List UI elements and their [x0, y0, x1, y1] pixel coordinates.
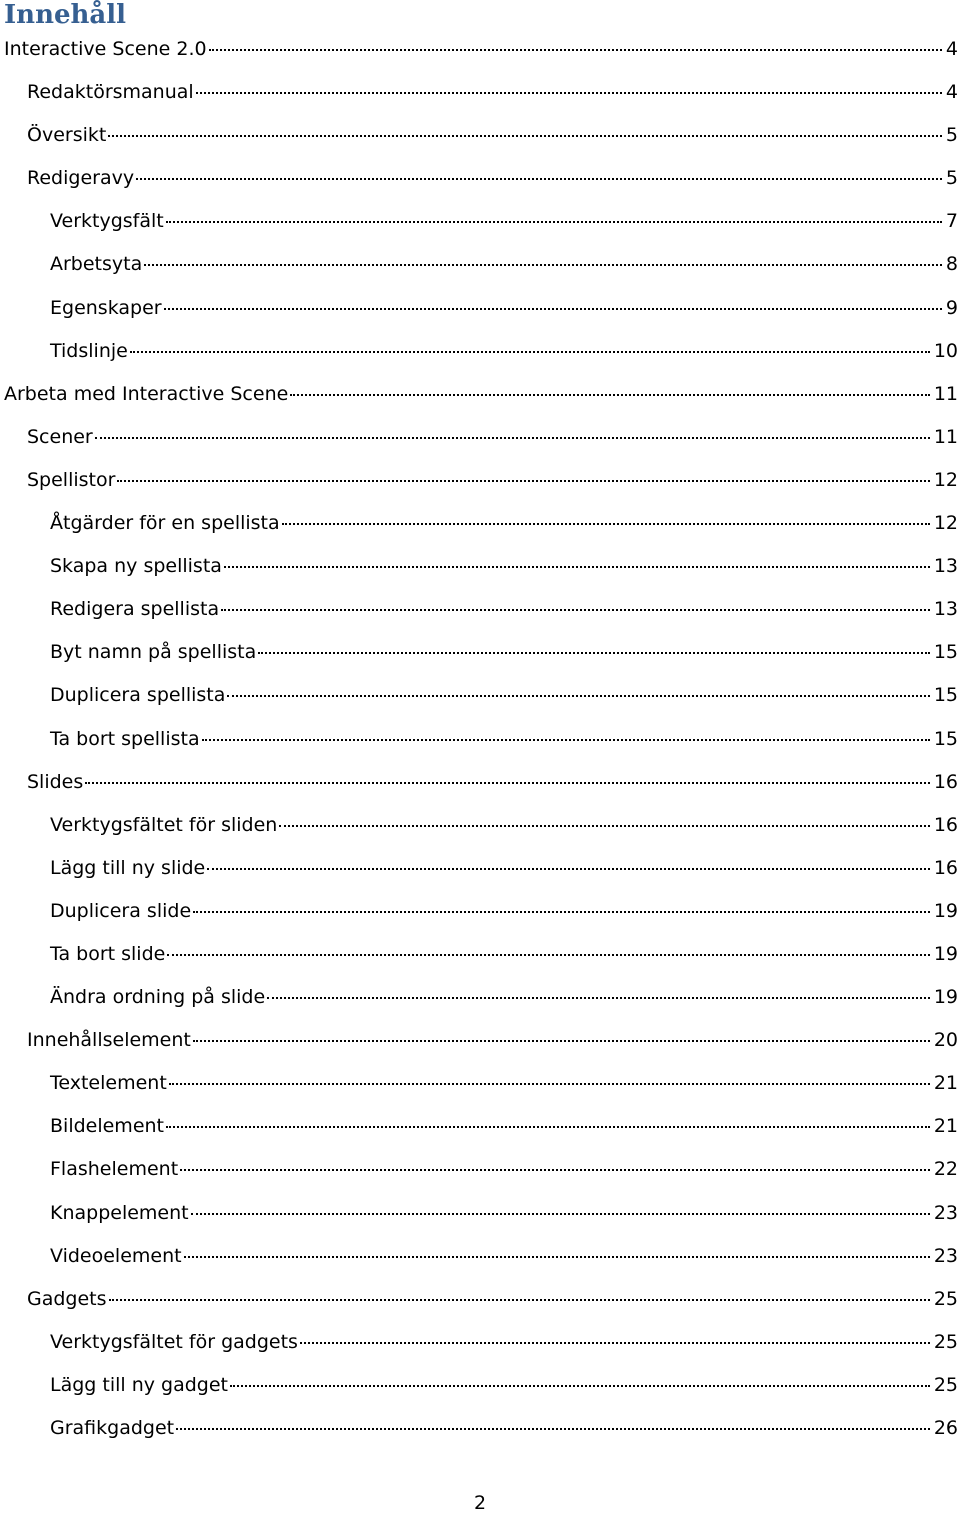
table-of-contents	[0, 28, 960, 1450]
toc-entry[interactable]	[0, 114, 960, 157]
toc-entry[interactable]	[0, 373, 960, 416]
dot-leader	[169, 1083, 930, 1085]
toc-entry[interactable]	[0, 890, 960, 933]
dot-leader	[144, 264, 942, 266]
toc-entry[interactable]	[0, 631, 960, 674]
toc-entry[interactable]	[0, 1278, 960, 1321]
toc-entry-page-number: 21	[933, 1115, 958, 1138]
toc-entry-title: Verktygsfält	[50, 210, 164, 233]
dot-leader	[258, 652, 930, 654]
toc-entry[interactable]	[0, 804, 960, 847]
toc-entry[interactable]	[0, 200, 960, 243]
toc-entry-title: Arbeta med Interactive Scene	[4, 382, 289, 405]
toc-entry-title: Tidslinje	[50, 339, 128, 362]
toc-entry-title: Ta bort spellista	[50, 727, 200, 750]
toc-entry[interactable]	[0, 502, 960, 545]
toc-entry-page-number: 26	[933, 1417, 958, 1439]
dot-leader	[224, 566, 930, 568]
toc-entry-page-number: 23	[933, 1244, 958, 1267]
toc-entry-title: Åtgärder för en spellista	[50, 512, 280, 535]
dot-leader	[180, 1169, 930, 1171]
dot-leader	[167, 954, 929, 956]
toc-entry[interactable]	[0, 416, 960, 459]
dot-leader	[193, 911, 930, 913]
toc-entry-title: Duplicera spellista	[50, 684, 226, 707]
toc-entry[interactable]	[0, 847, 960, 890]
toc-entry-page-number: 10	[933, 339, 958, 362]
toc-entry[interactable]	[0, 1235, 960, 1278]
toc-entry-page-number: 16	[933, 856, 958, 879]
toc-entry-page-number: 25	[933, 1330, 958, 1353]
dot-leader	[209, 49, 942, 51]
toc-entry-title: Arbetsyta	[50, 253, 143, 276]
dot-leader	[130, 351, 930, 353]
toc-entry-title: Lägg till ny gadget	[50, 1373, 229, 1396]
toc-entry-page-number: 5	[945, 167, 958, 190]
toc-entry[interactable]	[0, 1407, 960, 1450]
dot-leader	[109, 1299, 930, 1301]
dot-leader	[166, 1126, 930, 1128]
dot-leader	[202, 739, 930, 741]
dot-leader	[230, 1385, 930, 1387]
dot-leader	[193, 1040, 930, 1042]
toc-entry-page-number: 15	[933, 727, 958, 750]
toc-entry[interactable]	[0, 1364, 960, 1407]
toc-entry-title: Redigeravy	[27, 167, 135, 190]
dot-leader	[221, 609, 930, 611]
toc-entry-title: Verktygsfältet för gadgets	[50, 1330, 298, 1353]
toc-entry[interactable]	[0, 1192, 960, 1235]
toc-entry-page-number: 9	[945, 296, 958, 319]
toc-entry[interactable]	[0, 243, 960, 286]
toc-entry-title: Videoelement	[50, 1244, 182, 1267]
toc-entry-page-number: 25	[933, 1373, 958, 1396]
toc-entry-title: Byt namn på spellista	[50, 641, 257, 664]
toc-entry[interactable]	[0, 933, 960, 976]
toc-entry-title: Redigera spellista	[50, 598, 220, 621]
toc-entry-title: Ändra ordning på slide	[50, 986, 266, 1009]
dot-leader	[191, 1213, 930, 1215]
toc-entry-title: Gadgets	[27, 1287, 107, 1310]
dot-leader	[117, 480, 929, 482]
toc-entry-page-number: 19	[933, 942, 958, 965]
toc-entry-title: Lägg till ny slide	[50, 856, 206, 879]
toc-entry[interactable]	[0, 1062, 960, 1105]
toc-entry-page-number: 22	[933, 1158, 958, 1181]
toc-entry-title: Innehållselement	[27, 1029, 191, 1052]
toc-entry-page-number: 11	[933, 425, 958, 448]
toc-entry[interactable]	[0, 71, 960, 114]
toc-entry-title: Knappelement	[50, 1201, 189, 1224]
dot-leader	[85, 782, 930, 784]
toc-entry-page-number: 12	[933, 512, 958, 535]
toc-entry-title: Duplicera slide	[50, 899, 192, 922]
toc-entry-page-number: 19	[933, 986, 958, 1009]
toc-entry[interactable]	[0, 330, 960, 373]
dot-leader	[282, 523, 930, 525]
toc-entry-title: Skapa ny spellista	[50, 555, 222, 578]
toc-entry[interactable]	[0, 1321, 960, 1364]
toc-entry-title: Textelement	[50, 1072, 167, 1095]
toc-entry[interactable]	[0, 287, 960, 330]
toc-entry-title: Egenskaper	[50, 296, 162, 319]
toc-entry-page-number: 16	[933, 813, 958, 836]
dot-leader	[166, 221, 942, 223]
toc-entry-page-number: 11	[933, 382, 958, 405]
toc-entry-page-number: 16	[933, 770, 958, 793]
toc-entry-title: Redaktörsmanual	[27, 81, 194, 104]
toc-entry-title: Verktygsfältet för sliden	[50, 813, 278, 836]
toc-entry[interactable]	[0, 545, 960, 588]
toc-entry[interactable]	[0, 718, 960, 761]
dot-leader	[300, 1342, 930, 1344]
toc-entry-page-number: 19	[933, 899, 958, 922]
toc-entry-title: Grafikgadget	[50, 1417, 175, 1439]
dot-leader	[279, 825, 929, 827]
toc-entry[interactable]	[0, 1019, 960, 1062]
toc-entry-page-number: 25	[933, 1287, 958, 1310]
toc-entry-page-number: 8	[945, 253, 958, 276]
toc-entry-title: Översikt	[27, 124, 107, 147]
toc-entry-title: Flashelement	[50, 1158, 179, 1181]
dot-leader	[207, 868, 930, 870]
toc-entry-title: Interactive Scene 2.0	[4, 38, 207, 60]
dot-leader	[136, 178, 942, 180]
toc-entry-page-number: 12	[933, 468, 958, 491]
dot-leader	[95, 437, 930, 439]
toc-entry[interactable]	[0, 1148, 960, 1191]
toc-entry-page-number: 21	[933, 1072, 958, 1095]
dot-leader	[267, 997, 930, 999]
toc-entry-title: Bildelement	[50, 1115, 164, 1138]
toc-entry[interactable]	[0, 976, 960, 1019]
dot-leader	[164, 308, 942, 310]
toc-entry-page-number: 4	[945, 38, 958, 60]
toc-entry[interactable]	[0, 1105, 960, 1148]
toc-entry-page-number: 13	[933, 555, 958, 578]
toc-entry-title: Slides	[27, 770, 84, 793]
toc-entry[interactable]	[0, 588, 960, 631]
toc-entry-page-number: 15	[933, 684, 958, 707]
toc-entry[interactable]	[0, 674, 960, 717]
dot-leader	[290, 394, 930, 396]
page-number: 2	[473, 1492, 487, 1514]
toc-entry[interactable]	[0, 28, 960, 71]
toc-entry-page-number: 23	[933, 1201, 958, 1224]
toc-entry-page-number: 5	[945, 124, 958, 147]
toc-entry-page-number: 4	[945, 81, 958, 104]
toc-entry-page-number: 20	[933, 1029, 958, 1052]
toc-entry-title: Ta bort slide	[50, 942, 166, 965]
dot-leader	[108, 135, 942, 137]
toc-entry-title: Spellistor	[27, 468, 116, 491]
toc-entry-title: Scener	[27, 425, 93, 448]
toc-entry-page-number: 15	[933, 641, 958, 664]
toc-entry[interactable]	[0, 157, 960, 200]
toc-entry[interactable]	[0, 761, 960, 804]
dot-leader	[196, 92, 942, 94]
toc-entry[interactable]	[0, 459, 960, 502]
dot-leader	[227, 695, 929, 697]
dot-leader	[176, 1428, 930, 1430]
dot-leader	[184, 1256, 930, 1258]
toc-entry-page-number: 7	[945, 210, 958, 233]
toc-entry-page-number: 13	[933, 598, 958, 621]
toc-heading: Innehåll	[4, 0, 127, 30]
